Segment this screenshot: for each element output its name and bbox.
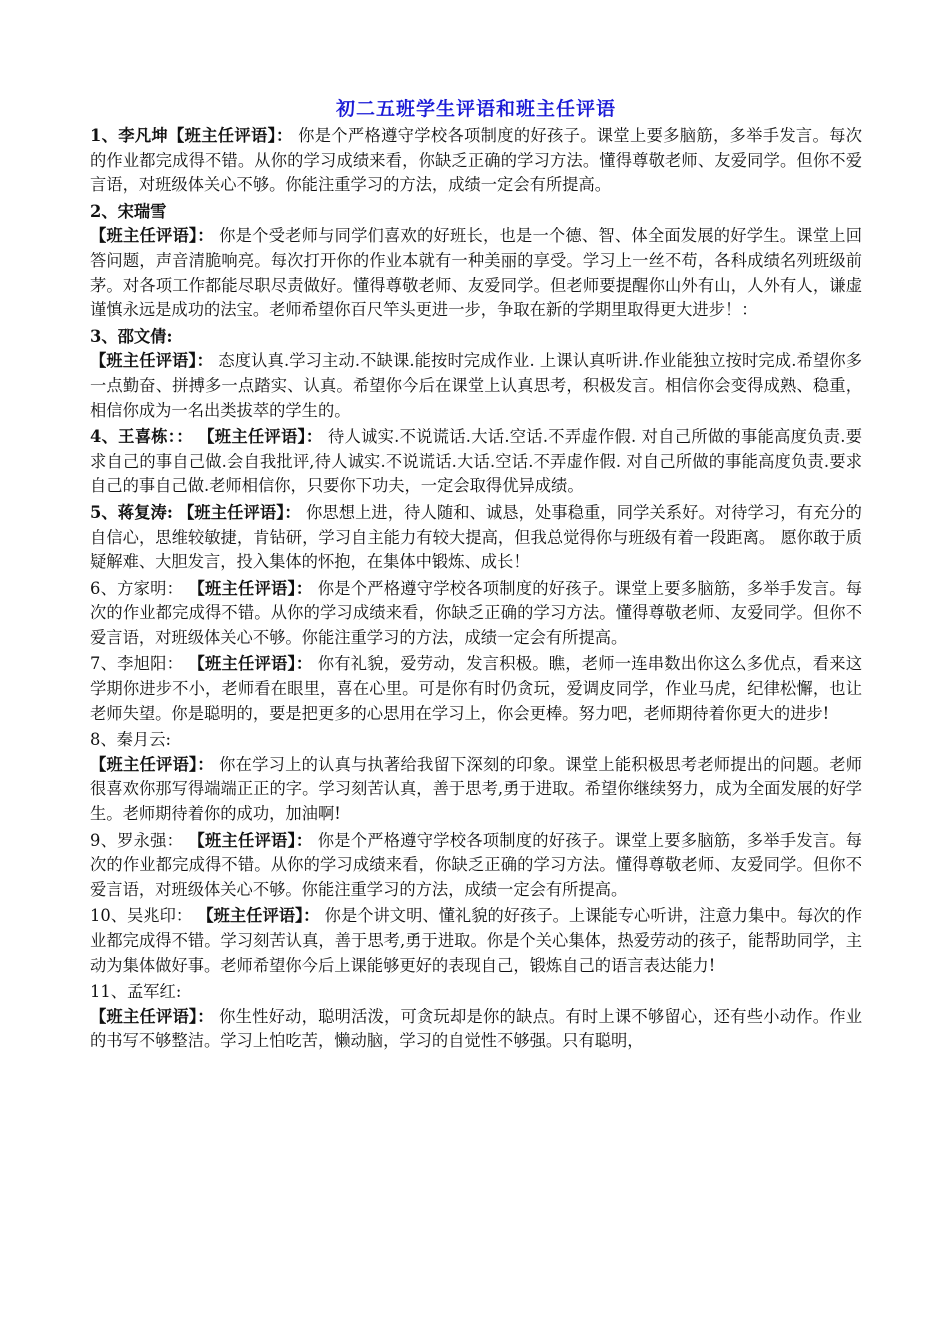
comment-label: 【班主任评语】 (178, 502, 285, 522)
comment-7: 7、李旭阳： 【班主任评语】： 你有礼貌，爱劳动，发言积极。瞧，老师一连串数出你这么多优点，看来这学期你进步不小，老师看在眼里，喜在心里。可是你有时仍贪玩，爱调皮同学，作业马虎，纪律松懈，也让老师失望。你是聪明的，要是把更多的心思用在学习上，你会更棒。努力吧，老师期待着你更大的进步! (90, 654, 862, 723)
comment-8: 【班主任评语】： 你在学习上的认真与执著给我留下深刻的印象。课堂上能积极思考老师提出的问题。老师很喜欢你那写得端端正正的字。学习刻苦认真，善于思考,勇于进取。希望你继续努力，成为全面发展的好学生。老师期待着你的成功，加油啊! (90, 754, 862, 824)
comment-label: 【班主任评语】 (188, 830, 296, 850)
comment-text: 你是个严格遵守学校各项制度的好孩子。课堂上要多脑筋，多举手发言。每次的作业都完成得不错。从你的学习成绩来看，你缺乏正确的学习方法。懂得尊敬老师、友爱同学。但你不爱言语，对班级体关心不够。你能注重学习的方法，成绩一定会有所提高。 (90, 578, 862, 647)
comment-label: 【班主任评语】 (168, 126, 277, 145)
student-name: 6、方家明： (90, 578, 184, 598)
comment-4: 4、王喜栋：： 【班主任评语】： 待人诚实.不说谎话.大话.空话.不弄虚作假. 对自己所做的事能高度负责.要求自己的事自己做.会自我批评,待人诚实.不说谎话.大话.空话.不弄虚作假. 对自己所做的事能高度负责.要求自己的事自己做.老师相信你，只要你下功夫，一定会取得优异成绩。 (90, 427, 862, 496)
comment-label: 【班主任评语】 (188, 654, 296, 674)
student-name: 9、罗永强： (90, 830, 184, 850)
comment-text: 你在学习上的认真与执著给我留下深刻的印象。课堂上能积极思考老师提出的问题。老师很喜欢你那写得端端正正的字。学习刻苦认真，善于思考,勇于进取。希望你继续努力，成为全面发展的好学生。老师期待着你的成功，加油啊! (90, 754, 862, 824)
student-name: 4、王喜栋： (90, 427, 177, 447)
comment-label: 【班主任评语】 (90, 754, 198, 774)
student-name: 5、蒋复涛: (90, 502, 173, 522)
comment-text: 态度认真.学习主动.不缺课.能按时完成作业. 上课认真听讲.作业能独立按时完成.希望你多一点勤奋、拼搏多一点踏实、认真。希望你今后在课堂上认真思考，积极发言。相信你会变得成熟、稳重，相信你成为一名出类拔萃的学生的。 (90, 351, 862, 420)
comment-label: 【班主任评语】 (197, 906, 304, 926)
comment-label: 【班主任评语】 (90, 1006, 198, 1026)
comment-label: 【班主任评语】 (90, 226, 198, 246)
comment-text: 你有礼貌，爱劳动，发言积极。瞧，老师一连串数出你这么多优点，看来这学期你进步不小，老师看在眼里，喜在心里。可是你有时仍贪玩，爱调皮同学，作业马虎，纪律松懈，也让老师失望。你是聪明的，要是把更多的心思用在学习上，你会更棒。努力吧，老师期待着你更大的进步! (90, 654, 862, 723)
student-name-3: 3、邵文倩: (90, 326, 173, 346)
comment-11: 【班主任评语】： 你生性好动，聪明活泼，可贪玩却是你的缺点。有时上课不够留心，还有些小动作。作业的书写不够整洁。学习上怕吃苦，懒动脑，学习的自觉性不够强。只有聪明， (90, 1006, 862, 1051)
comment-text: 你思想上进，待人随和、诚恳，处事稳重，同学关系好。对待学习，有充分的自信心，思维较敏捷，肯钻研，学习自主能力有较大提高，但我总觉得你与班级有着一段距离。 愿你敢于质疑解难、大胆发言，投入集体的怀抱，在集体中锻炼、成长！ (90, 502, 862, 572)
comment-1: 1、李凡坤【班主任评语】： 你是个严格遵守学校各项制度的好孩子。课堂上要多脑筋，多举手发言。每次的作业都完成得不错。从你的学习成绩来看，你缺乏正确的学习方法。懂得尊敬老师、友爱同学。但你不爱言语，对班级体关心不够。你能注重学习的方法，成绩一定会有所提高。 (90, 126, 862, 195)
comment-9: 9、罗永强： 【班主任评语】： 你是个严格遵守学校各项制度的好孩子。课堂上要多脑筋，多举手发言。每次的作业都完成得不错。从你的学习成绩来看，你缺乏正确的学习方法。懂得尊敬老师、友爱同学。但你不爱言语，对班级体关心不够。你能注重学习的方法，成绩一定会有所提高。 (90, 830, 862, 899)
comment-text: 你是个讲文明、懂礼貌的好孩子。上课能专心听讲，注意力集中。每次的作业都完成得不错。学习刻苦认真，善于思考,勇于进取。你是个关心集体，热爱劳动的孩子，能帮助同学，主动为集体做好事。老师希望你今后上课能够更好的表现自己，锻炼自己的语言表达能力! (90, 906, 862, 975)
comment-label: 【班主任评语】 (198, 427, 306, 447)
comment-3: 【班主任评语】： 态度认真.学习主动.不缺课.能按时完成作业. 上课认真听讲.作业能独立按时完成.希望你多一点勤奋、拼搏多一点踏实、认真。希望你今后在课堂上认真思考，积极发言。相信你会变得成熟、稳重，相信你成为一名出类拔萃的学生的。 (90, 351, 862, 420)
comment-label: 【班主任评语】 (90, 351, 197, 371)
student-name-2: 2、宋瑞雪 (90, 201, 167, 221)
student-name: 10、吴兆印： (90, 906, 193, 926)
document-page (90, 96, 862, 1054)
comment-label: 【班主任评语】 (188, 578, 296, 598)
comment-6: 6、方家明： 【班主任评语】： 你是个严格遵守学校各项制度的好孩子。课堂上要多脑筋，多举手发言。每次的作业都完成得不错。从你的学习成绩来看，你缺乏正确的学习方法。懂得尊敬老师、友爱同学。但你不爱言语，对班级体关心不够。你能注重学习的方法，成绩一定会有所提高。 (90, 578, 862, 647)
comment-text: 待人诚实.不说谎话.大话.空话.不弄虚作假. 对自己所做的事能高度负责.要求自己的事自己做.会自我批评,待人诚实.不说谎话.大话.空话.不弄虚作假. 对自己所做的事能高度负责.要求自己的事自己做.老师相信你，只要你下功夫，一定会取得优异成绩。 (90, 427, 862, 496)
student-name: 1、李凡坤 (90, 126, 169, 145)
comment-5: 5、蒋复涛: 【班主任评语】： 你思想上进，待人随和、诚恳，处事稳重，同学关系好。对待学习，有充分的自信心，思维较敏捷，肯钻研，学习自主能力有较大提高，但我总觉得你与班级有着一段距离。 愿你敢于质疑解难、大胆发言，投入集体的怀抱，在集体中锻炼、成长！ (90, 502, 862, 572)
page-title: 初二五班学生评语和班主任评语 (335, 98, 616, 120)
comment-text: 你是个严格遵守学校各项制度的好孩子。课堂上要多脑筋，多举手发言。每次的作业都完成得不错。从你的学习成绩来看，你缺乏正确的学习方法。懂得尊敬老师、友爱同学。但你不爱言语，对班级体关心不够。你能注重学习的方法，成绩一定会有所提高。 (90, 830, 862, 899)
comment-text: 你生性好动，聪明活泼，可贪玩却是你的缺点。有时上课不够留心，还有些小动作。作业的书写不够整洁。学习上怕吃苦，懒动脑，学习的自觉性不够强。只有聪明， (90, 1006, 862, 1051)
comment-text: 你是个受老师与同学们喜欢的好班长，也是一个德、智、体全面发展的好学生。课堂上回答问题，声音清脆响亮。每次打开你的作业本就有一种美丽的享受。学习上一丝不苟，各科成绩名列班级前茅。对各项工作都能尽职尽责做好。懂得尊敬老师、友爱同学。但老师要提醒你山外有山，人外有人，谦虚谨慎永远是成功的法宝。老师希望你百尺竿头更进一步，争取在新的学期里取得更大进步！： (90, 226, 862, 320)
comment-10: 10、吴兆印： 【班主任评语】： 你是个讲文明、懂礼貌的好孩子。上课能专心听讲，注意力集中。每次的作业都完成得不错。学习刻苦认真，善于思考,勇于进取。你是个关心集体，热爱劳动的孩子，能帮助同学，主动为集体做好事。老师希望你今后上课能够更好的表现自己，锻炼自己的语言表达能力! (90, 906, 862, 975)
student-name-11: 11、孟军红: (90, 982, 182, 1002)
student-name-8: 8、秦月云: (90, 730, 171, 750)
student-name: 7、李旭阳： (90, 654, 184, 674)
comment-2: 【班主任评语】： 你是个受老师与同学们喜欢的好班长，也是一个德、智、体全面发展的好学生。课堂上回答问题，声音清脆响亮。每次打开你的作业本就有一种美丽的享受。学习上一丝不苟，各科成绩名列班级前茅。对各项工作都能尽职尽责做好。懂得尊敬老师、友爱同学。但老师要提醒你山外有山，人外有人，谦虚谨慎永远是成功的法宝。老师希望你百尺竿头更进一步，争取在新的学期里取得更大进步！： (90, 226, 862, 320)
comment-text: 你是个严格遵守学校各项制度的好孩子。课堂上要多脑筋，多举手发言。每次的作业都完成得不错。从你的学习成绩来看，你缺乏正确的学习方法。懂得尊敬老师、友爱同学。但你不爱言语，对班级体关心不够。你能注重学习的方法，成绩一定会有所提高。 (90, 126, 862, 195)
